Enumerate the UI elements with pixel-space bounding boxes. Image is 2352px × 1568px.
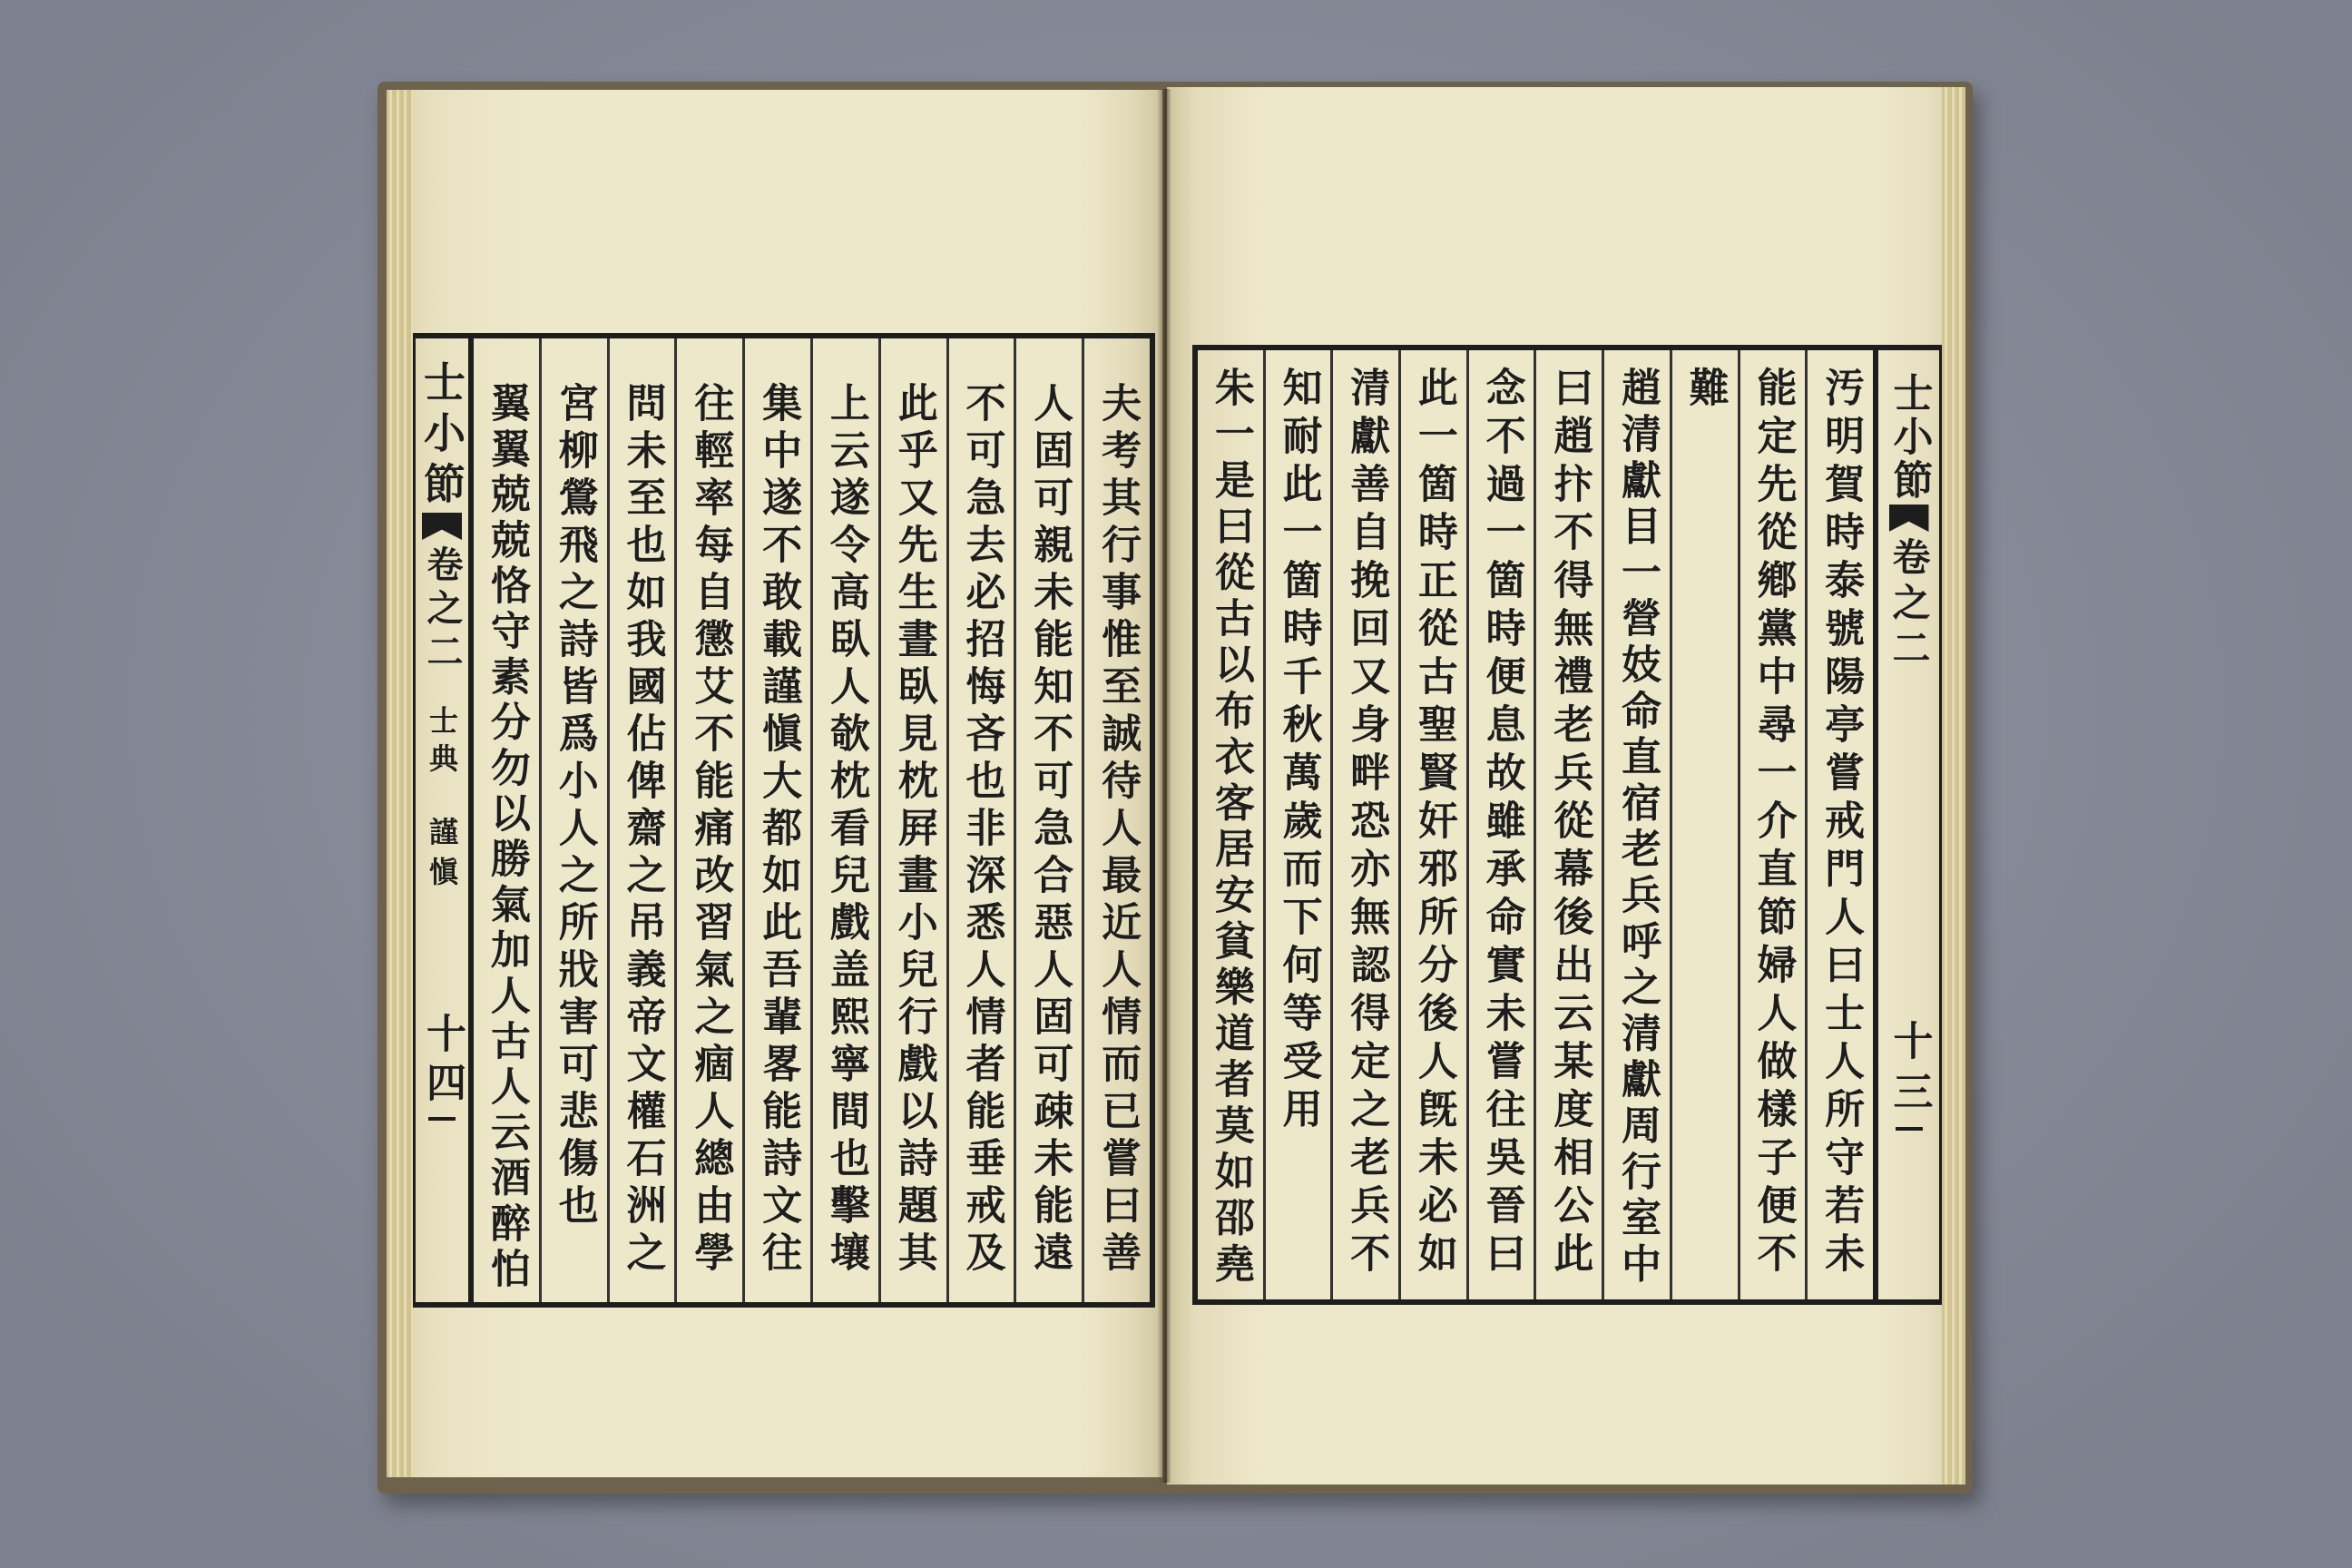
column-text: 宮柳鶯飛之詩皆爲小人之所戕害可悲傷也	[551, 382, 598, 1231]
column-text: 知耐此一箇時千秋萬歲而下何等受用	[1275, 367, 1322, 1136]
page-number-rule	[428, 1117, 456, 1121]
column-text: 趙清獻目一營妓命直宿老兵呼之清獻周行室中	[1614, 367, 1661, 1289]
text-column	[1670, 350, 1738, 1299]
column-text: 曰趙抃不得無禮老兵從幕後出云某度相公此	[1546, 367, 1593, 1280]
margin-column	[1878, 350, 1939, 1299]
book-title: 士小節	[1886, 372, 1933, 503]
column-text: 朱一是曰從古以布衣客居安貧樂道者莫如邵堯	[1207, 367, 1254, 1289]
column-text: 上云遂令高臥人欹枕看兒戲盖熙寧間也擊壤	[822, 382, 869, 1279]
text-column	[1398, 350, 1466, 1299]
page-number: 十三	[1886, 1020, 1933, 1122]
text-column	[1738, 350, 1806, 1299]
column-text: 夫考其行事惟至誠待人最近人情而已嘗曰善	[1094, 382, 1142, 1279]
column-text: 清獻善自挽回又身畔恐亦無認得定之老兵不	[1343, 367, 1390, 1280]
text-columns	[468, 338, 1150, 1302]
text-column	[607, 338, 675, 1302]
page-edge-stack	[1942, 87, 1965, 1485]
text-column	[1330, 350, 1398, 1299]
column-text: 此乎又先生晝臥見枕屛畫小兒行戲以詩題其	[890, 382, 937, 1279]
page-number: 十四	[419, 1013, 466, 1111]
text-column	[1014, 338, 1082, 1302]
text-column	[1466, 350, 1534, 1299]
column-text: 能定先從鄕黨中尋一介直節婦人做樣子便不	[1749, 367, 1797, 1280]
fishtail-mark-icon	[1889, 505, 1929, 532]
text-column	[474, 338, 539, 1302]
column-text: 汚明賀時泰號陽亭嘗戒門人曰士人所守若未	[1818, 367, 1865, 1280]
page-edge-stack	[387, 90, 413, 1477]
text-frame	[1192, 345, 1942, 1305]
text-column	[1805, 350, 1873, 1299]
right-page	[1167, 87, 1965, 1485]
column-text: 翼翼兢兢恪守素分勿以勝氣加人古人云酒醉怕	[483, 382, 530, 1293]
column-text: 人固可親未能知不可急合惡人固可疎未能遠	[1026, 382, 1073, 1279]
column-text: 問未至也如我國佔俾齋之吊義帝文權石洲之	[619, 382, 666, 1279]
column-text: 不可急去必招悔吝也非深悉人情者能垂戒及	[958, 382, 1005, 1279]
text-column	[1263, 350, 1331, 1299]
text-column	[1198, 350, 1263, 1299]
text-column	[1082, 338, 1150, 1302]
text-columns	[1198, 350, 1878, 1299]
book-title: 士小節	[417, 360, 466, 513]
column-text: 集中遂不敢載謹愼大都如此吾輩畧能詩文往	[755, 382, 802, 1279]
chapter-label: 謹愼	[425, 817, 459, 897]
text-column	[878, 338, 946, 1302]
text-column	[1534, 350, 1602, 1299]
text-column	[539, 338, 607, 1302]
text-column	[810, 338, 878, 1302]
volume-label: 卷之二	[1886, 537, 1932, 673]
fishtail-mark-icon	[422, 513, 462, 540]
text-column	[946, 338, 1014, 1302]
section-label: 士典	[425, 705, 459, 781]
column-text: 往輕率每自懲艾不能痛改習氣之痼人總由學	[687, 382, 734, 1279]
text-column	[1602, 350, 1670, 1299]
text-column	[742, 338, 810, 1302]
column-text: 念不過一箇時便息故雖承命實未嘗往吳晉曰	[1478, 367, 1525, 1280]
page-number-rule	[1896, 1127, 1923, 1131]
volume-label: 卷之二	[421, 545, 464, 676]
column-text: 此一箇時正從古聖賢奸邪所分後人旣未必如	[1410, 367, 1457, 1280]
text-frame	[413, 333, 1155, 1308]
column-text: 難	[1681, 367, 1729, 415]
text-column	[674, 338, 742, 1302]
margin-column	[416, 338, 468, 1302]
book-gutter	[1157, 89, 1171, 1483]
left-page	[387, 90, 1162, 1477]
